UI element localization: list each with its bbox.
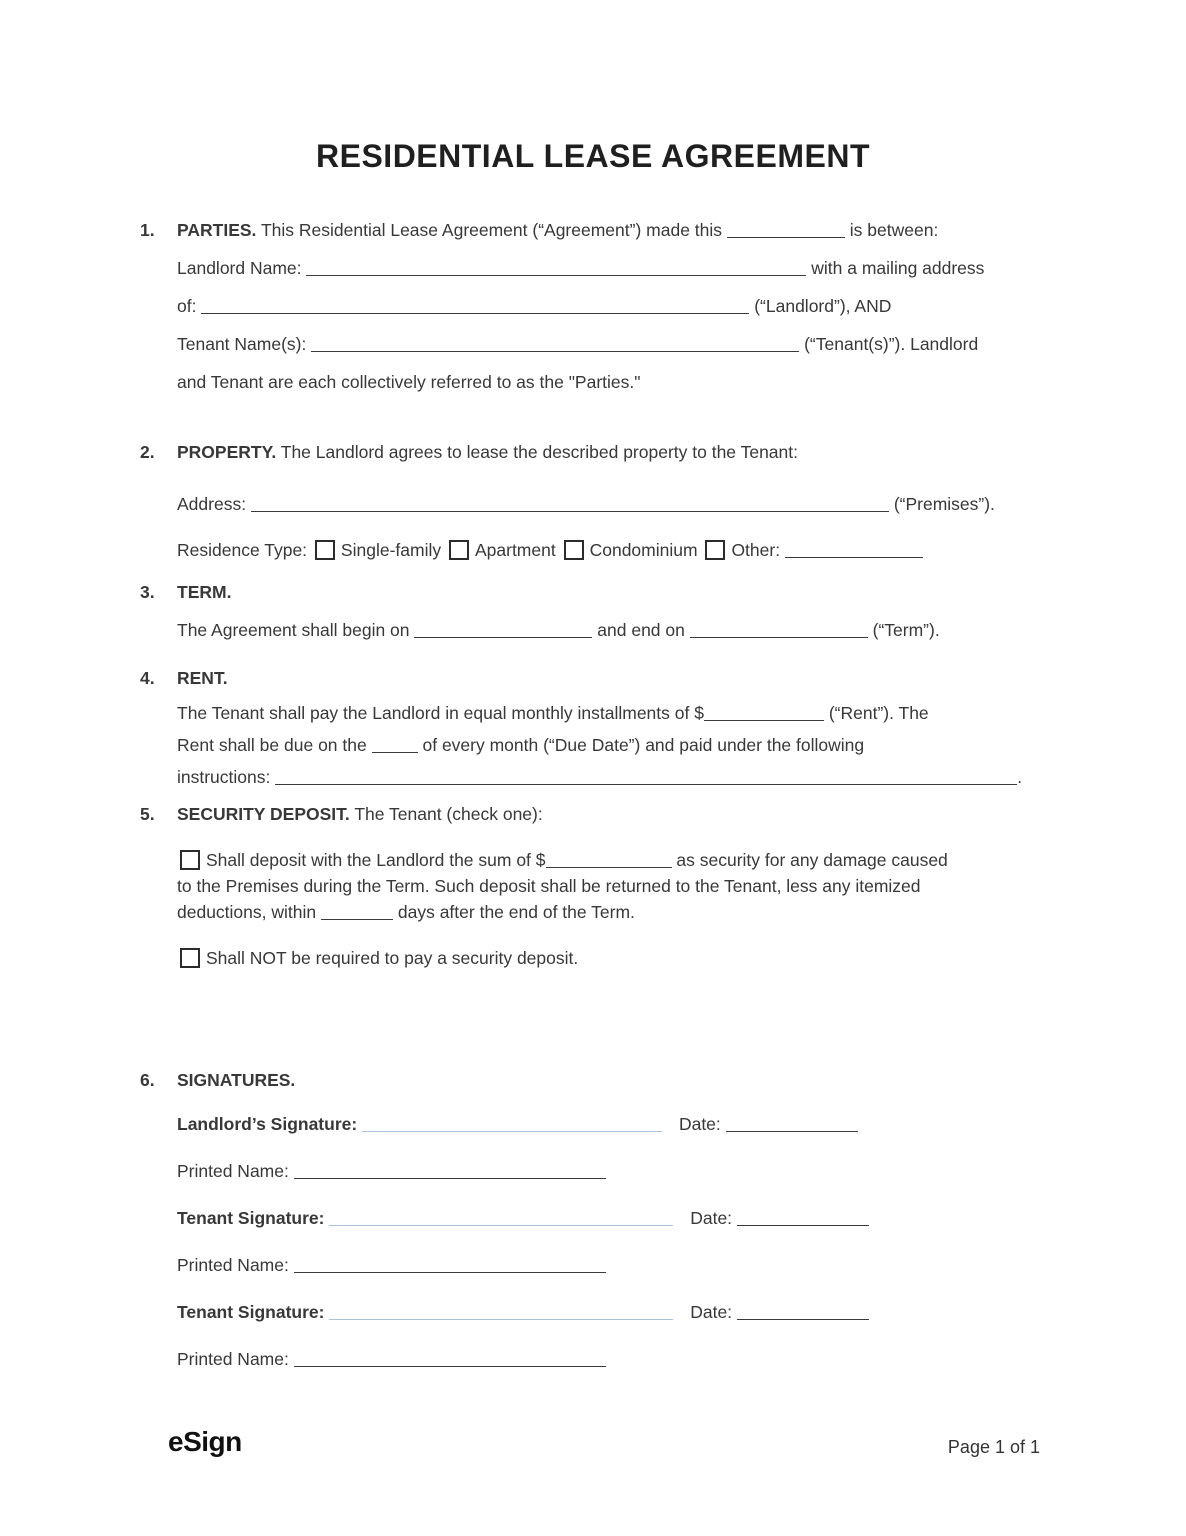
payment-instructions-field[interactable]	[275, 781, 1017, 785]
section-number-term: 3.	[140, 582, 155, 602]
rent-due-day-field[interactable]	[372, 749, 418, 753]
date-label: Date:	[690, 1208, 733, 1228]
landlord-printed-name-row	[177, 1158, 1048, 1184]
tenant-names-suffix: (“Tenant(s)”). Landlord	[804, 334, 979, 354]
tenant1-signature-row	[177, 1205, 1048, 1231]
landlord-signature-label: Landlord’s Signature:	[177, 1114, 358, 1134]
date-label: Date:	[690, 1302, 733, 1322]
section-term	[140, 573, 1048, 649]
tenant1-signature-label: Tenant Signature:	[177, 1208, 325, 1228]
tenant2-signature-label: Tenant Signature:	[177, 1302, 325, 1322]
term-heading-line	[177, 573, 1048, 611]
parties-line-3	[177, 287, 1048, 325]
other-residence-field[interactable]	[785, 554, 923, 558]
landlord-name-suffix: with a mailing address	[811, 258, 985, 278]
premises-address-field[interactable]	[251, 508, 889, 512]
tenant2-signature-row	[177, 1299, 1048, 1325]
page-title: RESIDENTIAL LEASE AGREEMENT	[316, 138, 870, 174]
section-heading-term: TERM.	[177, 582, 232, 602]
checkbox-other[interactable]	[705, 540, 725, 560]
address-suffix: (“Premises”).	[893, 494, 995, 514]
rent-line-3	[177, 761, 1048, 793]
document-content	[0, 211, 1186, 1372]
residence-type-label: Residence Type:	[177, 540, 308, 560]
rent-amount-suffix: (“Rent”). The	[828, 703, 929, 723]
parties-line-4	[177, 325, 1048, 363]
section-heading-deposit: SECURITY DEPOSIT.	[177, 804, 350, 824]
section-heading-rent: RENT.	[177, 668, 228, 688]
deposit-heading-line	[177, 795, 1048, 833]
landlord-printed-name-field[interactable]	[294, 1175, 606, 1179]
landlord-signature-date-field[interactable]	[726, 1128, 858, 1132]
section-number-parties: 1.	[140, 220, 155, 240]
page-number: Page 1 of 1	[947, 1437, 1040, 1457]
deposit-option-1-text-c: to the Premises during the Term. Such deposit shall be returned to the Tenant, less any itemized	[177, 876, 921, 896]
term-begin-text: The Agreement shall begin on	[177, 620, 410, 640]
parties-closing-text: and Tenant are each collectively referred to as the "Parties."	[177, 372, 641, 392]
page-footer	[168, 1426, 1040, 1458]
esign-logo: eSign	[168, 1426, 242, 1457]
section-parties	[140, 211, 1048, 401]
printed-name-label: Printed Name:	[177, 1349, 289, 1369]
checkbox-condominium[interactable]	[564, 540, 584, 560]
term-start-field[interactable]	[414, 634, 592, 638]
deposit-option-1-text-a: Shall deposit with the Landlord the sum of $	[206, 850, 546, 870]
landlord-address-suffix: (“Landlord”), AND	[754, 296, 892, 316]
checkbox-apartment[interactable]	[449, 540, 469, 560]
section-number-rent: 4.	[140, 668, 155, 688]
rent-line-1	[177, 697, 1048, 729]
date-label: Date:	[678, 1114, 721, 1134]
landlord-signature-row	[177, 1111, 1048, 1137]
tenant1-signature-field[interactable]	[329, 1222, 673, 1226]
instructions-label: instructions:	[177, 767, 271, 787]
single-family-label: Single-family	[340, 540, 442, 560]
property-address-line	[177, 485, 1048, 523]
landlord-address-label: of:	[177, 296, 197, 316]
printed-name-label: Printed Name:	[177, 1161, 289, 1181]
landlord-signature-field[interactable]	[362, 1128, 662, 1132]
rent-amount-field[interactable]	[704, 717, 824, 721]
tenant1-signature-date-field[interactable]	[737, 1222, 869, 1226]
tenant1-printed-name-field[interactable]	[294, 1269, 606, 1273]
section-property	[140, 433, 1048, 569]
deposit-option-2-text: Shall NOT be required to pay a security deposit.	[206, 948, 579, 968]
deposit-option-1-text-b: as security for any damage caused	[676, 850, 948, 870]
rent-heading-line	[177, 659, 1048, 697]
term-end-text: and end on	[597, 620, 685, 640]
section-number-deposit: 5.	[140, 804, 155, 824]
tenant2-printed-name-field[interactable]	[294, 1363, 606, 1367]
other-label: Other:	[731, 540, 781, 560]
apartment-label: Apartment	[474, 540, 556, 560]
rent-due-suffix: of every month (“Due Date”) and paid under the following	[422, 735, 865, 755]
checkbox-no-deposit[interactable]	[180, 948, 200, 968]
deposit-option-2	[177, 945, 1048, 971]
tenant2-signature-date-field[interactable]	[737, 1316, 869, 1320]
landlord-name-field[interactable]	[306, 272, 806, 276]
deposit-option-1-text-d: deductions, within	[177, 902, 317, 922]
condominium-label: Condominium	[589, 540, 698, 560]
section-heading-parties: PARTIES.	[177, 220, 257, 240]
parties-line-2	[177, 249, 1048, 287]
term-end-field[interactable]	[690, 634, 868, 638]
rent-due-text: Rent shall be due on the	[177, 735, 367, 755]
agreement-date-field[interactable]	[727, 234, 845, 238]
parties-intro-text: This Residential Lease Agreement (“Agreement”) made this	[260, 220, 723, 240]
deposit-return-days-field[interactable]	[321, 916, 393, 920]
deposit-option-1-line-2	[177, 873, 1048, 899]
section-number-property: 2.	[140, 442, 155, 462]
tenant2-signature-field[interactable]	[329, 1316, 673, 1320]
property-intro-text: The Landlord agrees to lease the described property to the Tenant:	[280, 442, 798, 462]
checkbox-single-family[interactable]	[315, 540, 335, 560]
rent-line-2	[177, 729, 1048, 761]
parties-line-1	[177, 211, 1048, 249]
tenant-names-label: Tenant Name(s):	[177, 334, 307, 354]
deposit-option-1-line-1	[177, 847, 1048, 873]
property-intro-line	[177, 433, 1048, 471]
landlord-address-field[interactable]	[201, 310, 749, 314]
signatures-heading-line	[177, 1061, 1048, 1099]
term-suffix: (“Term”).	[872, 620, 940, 640]
tenant2-printed-name-row	[177, 1346, 1048, 1372]
section-signatures	[140, 1061, 1048, 1372]
deposit-intro-text: The Tenant (check one):	[354, 804, 543, 824]
printed-name-label: Printed Name:	[177, 1255, 289, 1275]
term-dates-line	[177, 611, 1048, 649]
tenant-names-field[interactable]	[311, 348, 799, 352]
section-number-signatures: 6.	[140, 1070, 155, 1090]
section-security-deposit	[140, 795, 1048, 971]
deposit-option-1-line-3	[177, 899, 1048, 925]
deposit-amount-field[interactable]	[546, 864, 672, 868]
rent-amount-text: The Tenant shall pay the Landlord in equal monthly installments of $	[177, 703, 704, 723]
section-heading-property: PROPERTY.	[177, 442, 277, 462]
landlord-name-label: Landlord Name:	[177, 258, 302, 278]
deposit-option-1-text-e: days after the end of the Term.	[397, 902, 635, 922]
address-label: Address:	[177, 494, 247, 514]
tenant1-printed-name-row	[177, 1252, 1048, 1278]
section-rent	[140, 659, 1048, 793]
section-heading-signatures: SIGNATURES.	[177, 1070, 296, 1090]
parties-line-5	[177, 363, 1048, 401]
deposit-option-1	[177, 847, 1048, 925]
parties-intro-suffix: is between:	[849, 220, 939, 240]
instructions-period: .	[1017, 767, 1023, 787]
residence-type-line	[177, 531, 1048, 569]
checkbox-deposit-required[interactable]	[180, 850, 200, 870]
